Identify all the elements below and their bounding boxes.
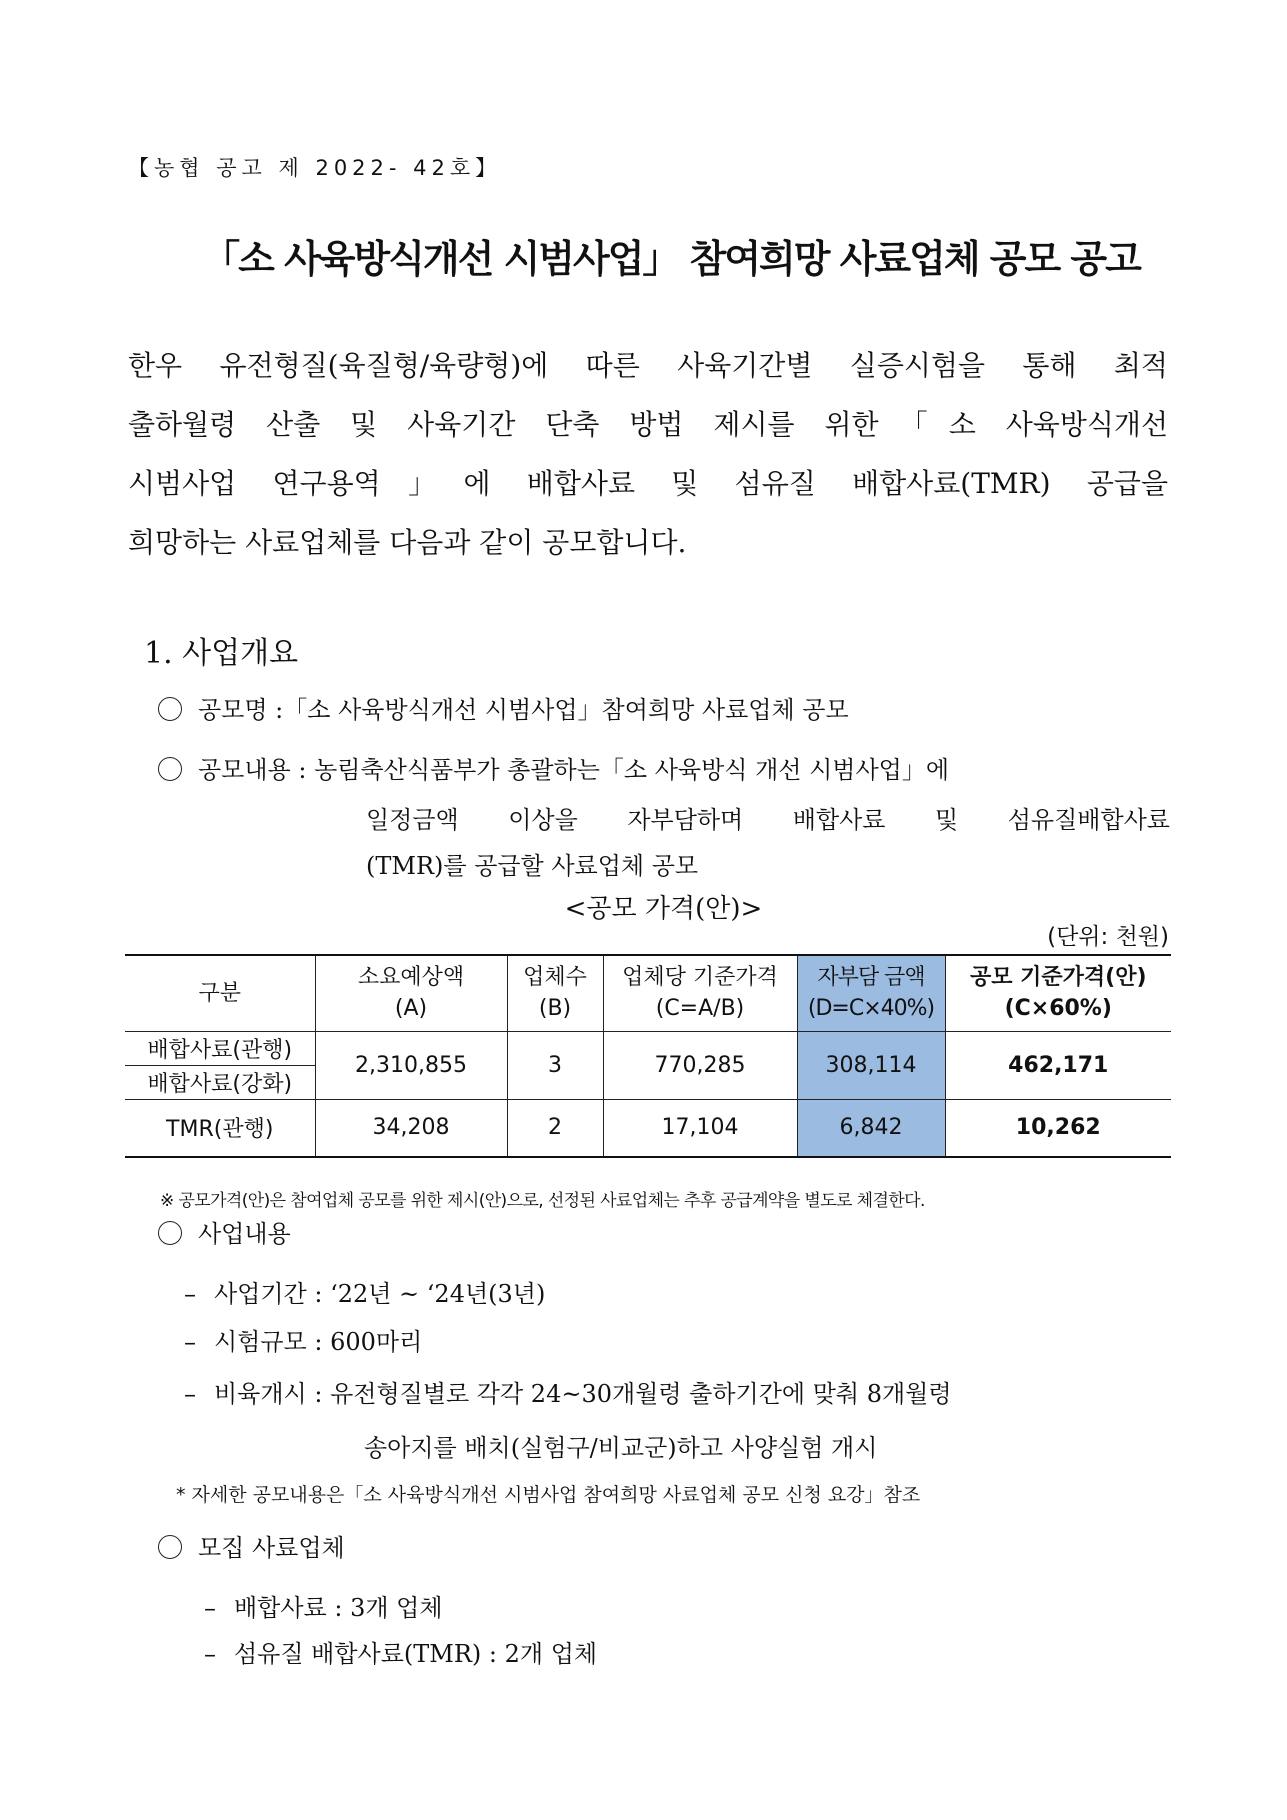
- contest-content-item: [158, 750, 949, 785]
- table-note: ※ 공모가격(안)은 참여업체 공모를 위한 제시(안)으로, 선정된 사료업체는 추후 공급계약을 별도로 체결한다.: [160, 1191, 925, 1211]
- business-start: – 비육개시 : 유전형질별로 각각 24~30개월령 출하기간에 맞춰 8개월령: [184, 1380, 952, 1408]
- intro-line: 출하월령 산출 및 사육기간 단축 방법 제시를 위한「소 사육방식개선: [128, 408, 1168, 441]
- reference-note: * 자세한 공모내용은「소 사육방식개선 시범사업 참여희망 사료업체 공모 신청 요강」참조: [176, 1484, 921, 1506]
- row-category: 배합사료(관행): [125, 1031, 315, 1065]
- row-base-price: 770,285: [603, 1031, 797, 1099]
- table-title: <공모 가격(안)>: [564, 894, 763, 924]
- row-category: TMR(관행): [125, 1099, 315, 1157]
- row-base-price: 17,104: [603, 1099, 797, 1157]
- contest-content-line: 일정금액 이상을 자부담하며 배합사료 및 섬유질배합사료: [366, 806, 1170, 834]
- recruit-item: – 배합사료 : 3개 업체: [204, 1594, 443, 1622]
- table-unit: (단위: 천원): [1047, 924, 1169, 950]
- header-base-price: 업체당 기준가격 (C=A/B): [603, 955, 797, 1031]
- circle-bullet-icon: [158, 1535, 182, 1559]
- business-start-continuation: 송아지를 배치(실험구/비교군)하고 사양실험 개시: [364, 1434, 878, 1462]
- header-contest-price: 공모 기준가격(안) (C×60%): [945, 955, 1171, 1031]
- contest-name-item: [158, 690, 849, 725]
- recruit-heading-text: 모집 사료업체: [198, 1534, 345, 1562]
- notice-number: 【농협 공고 제 2022- 42호】: [128, 156, 502, 180]
- table-header-row: [125, 955, 1171, 1031]
- business-scale: – 시험규모 : 600마리: [184, 1328, 423, 1356]
- contest-content-text: 공모내용 : 농림축산식품부가 총괄하는「소 사육방식 개선 시범사업」에: [198, 756, 950, 784]
- table-row: [125, 1031, 1171, 1065]
- intro-paragraph: [128, 336, 1168, 572]
- document-title: 「소 사육방식개선 시범사업」 참여희망 사료업체 공모 공고: [202, 237, 1140, 281]
- recruit-item: – 섬유질 배합사료(TMR) : 2개 업체: [204, 1640, 598, 1668]
- recruit-heading: [158, 1528, 345, 1563]
- business-heading: [158, 1214, 291, 1249]
- contest-content-line: (TMR)를 공급할 사료업체 공모: [366, 852, 699, 880]
- row-contest-price: 10,262: [945, 1099, 1171, 1157]
- table-row: [125, 1099, 1171, 1157]
- business-heading-text: 사업내용: [198, 1220, 291, 1248]
- row-companies: 3: [507, 1031, 603, 1099]
- row-self-pay: 308,114: [797, 1031, 945, 1099]
- circle-bullet-icon: [158, 697, 182, 721]
- intro-line: 한우 유전형질(육질형/육량형)에 따른 사육기간별 실증시험을 통해 최적: [128, 349, 1168, 382]
- header-category: 구분: [125, 955, 315, 1031]
- price-table: [125, 954, 1171, 1158]
- intro-line: 희망하는 사료업체를 다음과 같이 공모합니다.: [128, 526, 687, 559]
- row-category: 배합사료(강화): [125, 1065, 315, 1099]
- row-companies: 2: [507, 1099, 603, 1157]
- section-heading: 1. 사업개요: [144, 636, 299, 671]
- header-self-pay: 자부담 금액 (D=C×40%): [797, 955, 945, 1031]
- header-expected: 소요예상액 (A): [315, 955, 507, 1031]
- row-self-pay: 6,842: [797, 1099, 945, 1157]
- circle-bullet-icon: [158, 1221, 182, 1245]
- row-expected: 34,208: [315, 1099, 507, 1157]
- circle-bullet-icon: [158, 757, 182, 781]
- row-contest-price: 462,171: [945, 1031, 1171, 1099]
- intro-line: 시범사업 연구용역」에 배합사료 및 섬유질 배합사료(TMR) 공급을: [128, 467, 1168, 500]
- row-expected: 2,310,855: [315, 1031, 507, 1099]
- business-period: – 사업기간 : ‘22년 ~ ‘24년(3년): [184, 1280, 546, 1308]
- contest-content-continuation: [366, 800, 1170, 835]
- contest-name-text: 공모명 :「소 사육방식개선 시범사업」참여희망 사료업체 공모: [198, 696, 849, 724]
- header-companies: 업체수 (B): [507, 955, 603, 1031]
